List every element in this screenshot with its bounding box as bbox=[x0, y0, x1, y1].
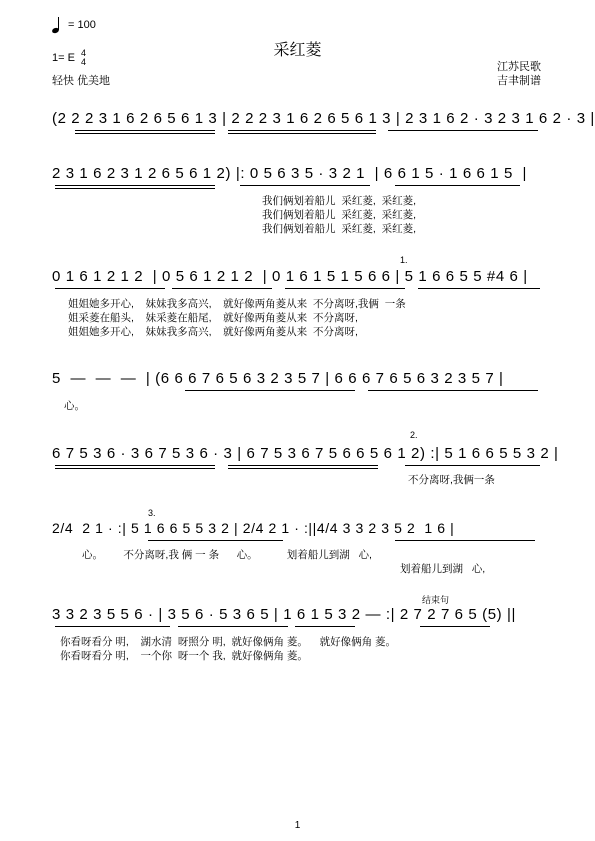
tempo-marking bbox=[52, 17, 96, 33]
score-line-1: (2 2 2 3 1 6 2 6 5 6 1 3 | 2 2 2 3 1 6 2 6 5 6 1 3 | 2 3 1 6 2 · 3 2 3 1 6 2 · 3 | bbox=[52, 110, 595, 127]
time-signature: 4 4 bbox=[80, 48, 86, 67]
lyric-line-7b: 你看呀看分 明, 一个你 呀一个 我, 就好像俩角 菱。 bbox=[60, 650, 308, 662]
lyric-line-6b: 划着船儿到湖 心, bbox=[400, 563, 486, 575]
expression-marking: 轻快 优美地 bbox=[52, 75, 111, 87]
score-line-4: 5 — — — | (6 6 6 7 6 5 6 3 2 3 5 7 | 6 6 6 7 6 5 6 3 2 3 5 7 | bbox=[52, 370, 504, 387]
score-line-3: 0 1 6 1 2 1 2 | 0 5 6 1 2 1 2 | 0 1 6 1 5 1 5 6 6 | 5 1 6 6 5 5 #4 6 | bbox=[52, 268, 528, 285]
volta-1: 1. bbox=[400, 255, 408, 265]
volta-3: 3. bbox=[148, 508, 156, 518]
credit-source: 江苏民歌 bbox=[497, 61, 541, 73]
tempo-value: = 100 bbox=[68, 19, 96, 31]
lyric-line-3a: 姐姐她多开心, 妹妹我多高兴, 就好像两角菱从来 不分离呀,我俩 一条 bbox=[68, 298, 406, 310]
key-signature bbox=[52, 49, 86, 67]
lyric-line-3c: 姐姐她多开心, 妹妹我多高兴, 就好像两角菱从来 不分离呀, bbox=[68, 326, 358, 338]
lyric-line-7a: 你看呀看分 明, 湖水清 呀照分 明, 就好像俩角 菱。 就好像俩角 菱。 bbox=[60, 636, 397, 648]
song-title: 采红菱 bbox=[273, 42, 322, 59]
score-line-5: 6 7 5 3 6 · 3 6 7 5 3 6 · 3 | 6 7 5 3 6 7 5 6 6 5 6 1 2) :| 5 1 6 6 5 5 3 2 | bbox=[52, 445, 559, 462]
lyric-line-2c: 我们俩划着船儿 采红菱, 采红菱, bbox=[262, 223, 417, 235]
page-number: 1 bbox=[294, 820, 301, 831]
lyric-line-5: 不分离呀,我俩一条 bbox=[408, 474, 495, 486]
volta-2: 2. bbox=[410, 430, 418, 440]
key-label: 1= E bbox=[52, 52, 75, 64]
quarter-note-icon bbox=[52, 17, 62, 33]
lyric-line-6: 心。 不分离呀,我 俩 一 条 心。 划着船儿到湖 心, bbox=[82, 549, 372, 561]
lyric-line-3b: 姐采菱在船头, 妹采菱在船尾, 就好像两角菱从来 不分离呀, bbox=[68, 312, 358, 324]
lyric-line-2a: 我们俩划着船儿 采红菱, 采红菱, bbox=[262, 195, 417, 207]
lyric-line-2b: 我们俩划着船儿 采红菱, 采红菱, bbox=[262, 209, 417, 221]
score-line-2: 2 3 1 6 2 3 1 2 6 5 6 1 2) |: 0 5 6 3 5 · 3 2 1 | 6 6 1 5 · 1 6 6 1 5 | bbox=[52, 165, 527, 182]
ending-label: 结束句 bbox=[422, 595, 450, 605]
credit-arranger: 吉聿制谱 bbox=[497, 75, 541, 87]
score-line-6: 2/4 2 1 · :| 5 1 6 6 5 5 3 2 | 2/4 2 1 · :||4/4 3 3 2 3 5 2 1 6 | bbox=[52, 520, 455, 536]
lyric-line-4: 心。 bbox=[64, 400, 85, 412]
score-line-7: 3 3 2 3 5 5 6 · | 3 5 6 · 5 3 6 5 | 1 6 1 5 3 2 — :| 2 7 2 7 6 5 (5) || bbox=[52, 606, 516, 623]
